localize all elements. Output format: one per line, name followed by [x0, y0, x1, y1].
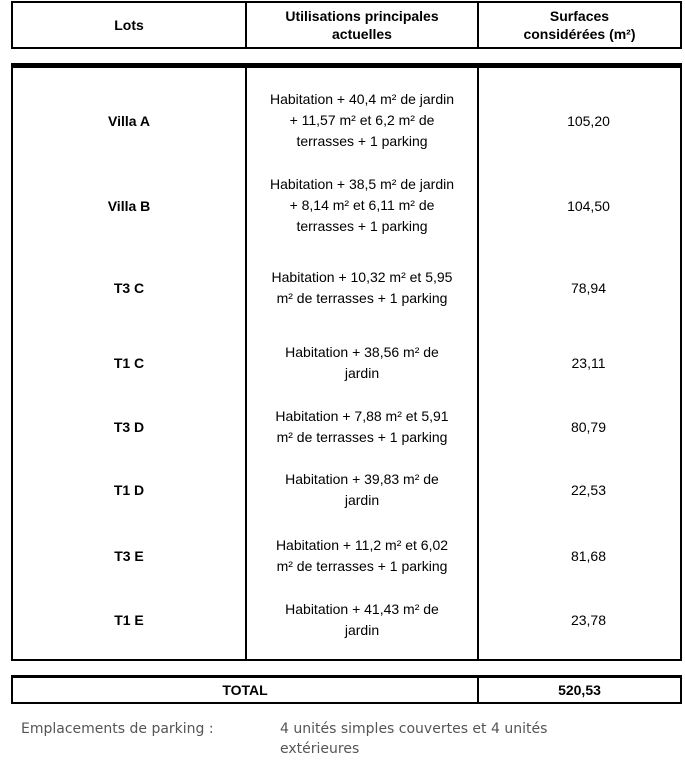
- lot-name: T1 E: [114, 611, 144, 628]
- header-utilisations: [247, 3, 477, 47]
- header-utilisations-line2: actuelles: [332, 26, 392, 42]
- usage-line: Habitation + 10,32 m² et 5,95: [271, 268, 453, 285]
- usage-line: Habitation + 39,83 m² de: [285, 470, 439, 487]
- table-header: [11, 1, 682, 49]
- table-row: [13, 84, 680, 157]
- usage-line: + 11,57 m² et 6,2 m² de: [289, 112, 435, 128]
- usage-line: Habitation + 11,2 m² et 6,02: [275, 536, 449, 553]
- lot-surface: 23,78: [570, 611, 607, 628]
- lot-name: T1 D: [113, 481, 145, 498]
- lot-usage: [247, 453, 477, 526]
- lot-surface: 104,50: [567, 197, 610, 214]
- parking-value: [280, 719, 547, 759]
- header-surfaces: [479, 3, 680, 47]
- lot-surface: 80,79: [570, 418, 607, 435]
- usage-line: Habitation + 41,43 m² de: [285, 600, 439, 617]
- lot-name: T3 D: [113, 418, 145, 435]
- lot-name: Villa B: [107, 197, 151, 214]
- parking-value-line2: extérieures: [280, 741, 360, 757]
- usage-line: m² de terrasses + 1 parking: [276, 557, 448, 574]
- lot-surface: 22,53: [570, 481, 607, 498]
- usage-line: Habitation + 40,4 m² de jardin: [269, 91, 455, 107]
- total-value: 520,53: [558, 682, 601, 698]
- lot-name: T3 C: [113, 279, 145, 296]
- header-surfaces-line2: considérées (m²): [523, 26, 636, 42]
- table-row: [13, 326, 680, 399]
- header-surfaces-line1: Surfaces: [549, 8, 610, 24]
- table-row: [13, 453, 680, 526]
- usage-line: jardin: [344, 364, 380, 381]
- lot-usage: [247, 169, 477, 242]
- usage-line: jardin: [344, 491, 380, 508]
- lot-usage: [247, 84, 477, 157]
- table-row: [13, 519, 680, 592]
- table-row: [13, 251, 680, 324]
- lot-name: T1 C: [113, 354, 145, 371]
- parking-value-line1: 4 unités simples couvertes et 4 unités: [280, 721, 548, 737]
- usage-line: terrasses + 1 parking: [296, 133, 428, 149]
- table-body: [11, 63, 682, 661]
- header-utilisations-line1: Utilisations principales: [285, 8, 439, 24]
- lot-surface: 23,11: [571, 354, 606, 371]
- table-row: [13, 583, 680, 656]
- usage-line: terrasses + 1 parking: [296, 218, 428, 234]
- usage-line: Habitation + 7,88 m² et 5,91: [275, 407, 449, 424]
- lot-surface: 105,20: [567, 112, 610, 129]
- usage-line: jardin: [344, 621, 380, 638]
- usage-line: m² de terrasses + 1 parking: [276, 428, 448, 445]
- total-label: TOTAL: [222, 682, 268, 698]
- lot-surface: 78,94: [570, 279, 607, 296]
- lot-name: T3 E: [114, 547, 144, 564]
- usage-line: Habitation + 38,5 m² de jardin: [269, 176, 455, 192]
- usage-line: m² de terrasses + 1 parking: [276, 289, 448, 306]
- lot-usage: [247, 519, 477, 592]
- lot-usage: [247, 251, 477, 324]
- header-lots: [13, 3, 245, 47]
- lot-usage: [247, 326, 477, 399]
- usage-line: Habitation + 38,56 m² de: [285, 343, 439, 360]
- lot-usage: [247, 583, 477, 656]
- lot-name: Villa A: [107, 112, 151, 129]
- table-row: [13, 169, 680, 242]
- usage-line: + 8,14 m² et 6,11 m² de: [289, 197, 435, 213]
- parking-label: Emplacements de parking :: [21, 721, 214, 737]
- total-row: [11, 675, 682, 704]
- lot-surface: 81,68: [570, 547, 607, 564]
- header-lots-label: Lots: [114, 17, 144, 33]
